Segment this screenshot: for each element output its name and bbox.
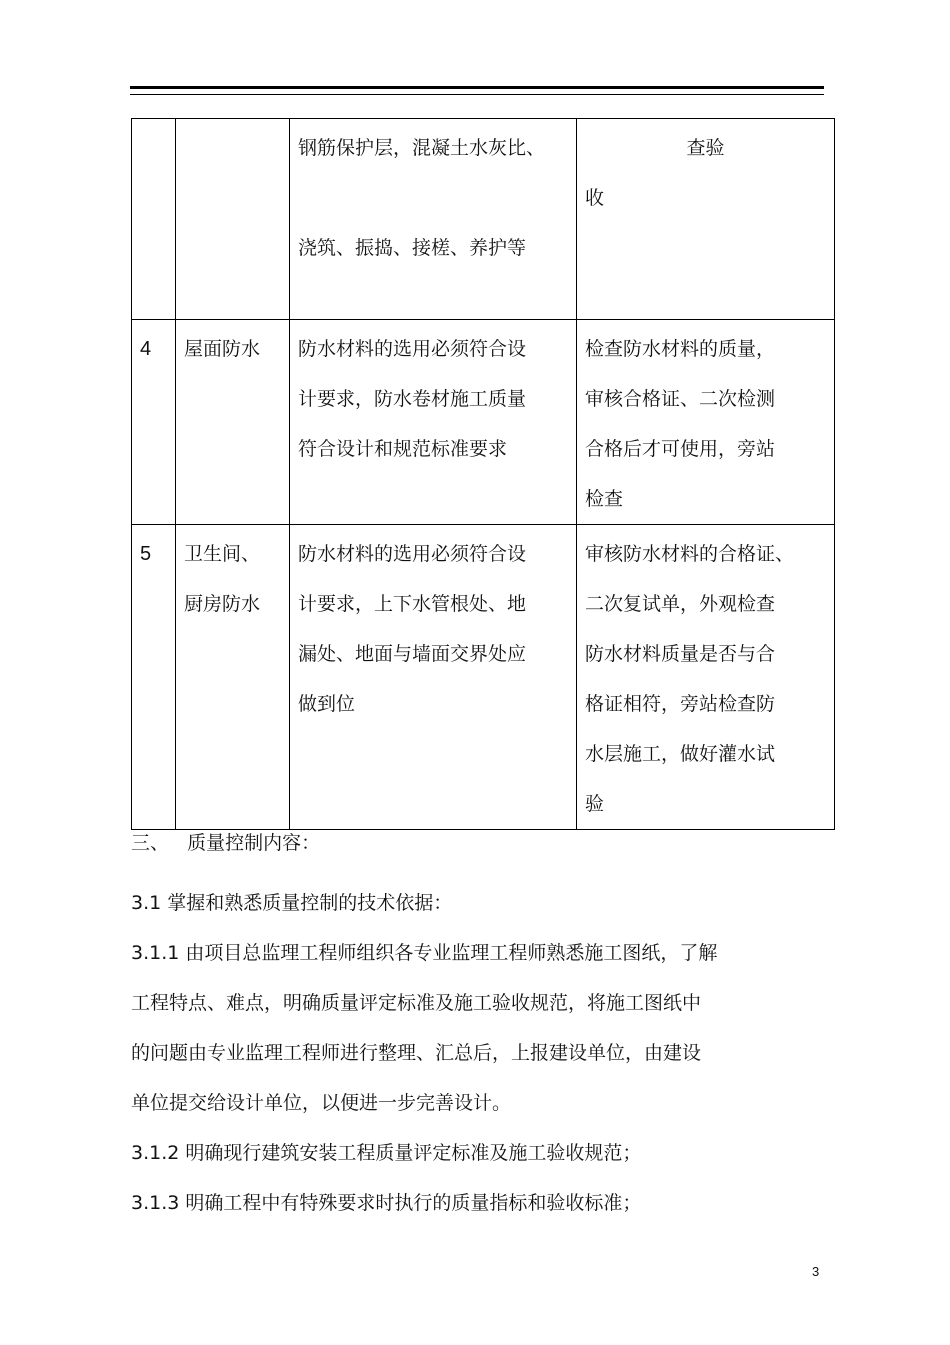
- paragraph-line: 3.1.3 明确工程中有特殊要求时执行的质量指标和验收标准；: [131, 1192, 642, 1214]
- requirement-cell: [290, 525, 577, 830]
- row-number-cell: [132, 320, 176, 525]
- method-line: 合格后才可使用，旁站: [585, 438, 776, 460]
- table-row: [132, 119, 835, 320]
- requirement-line: 做到位: [298, 693, 356, 715]
- method-line: 审核防水材料的合格证、: [585, 543, 795, 565]
- item-line: 厨房防水: [184, 593, 261, 615]
- paragraph-line: 工程特点、难点，明确质量评定标准及施工验收规范，将施工图纸中: [131, 992, 702, 1014]
- requirement-cell: [290, 119, 577, 320]
- method-line: 查验: [686, 137, 725, 159]
- requirement-line: 钢筋保护层，混凝土水灰比、: [298, 137, 546, 159]
- method-line: 验: [585, 793, 605, 815]
- requirement-line: 防水材料的选用必须符合设: [298, 338, 527, 360]
- item-cell: [176, 320, 290, 525]
- method-line: 审核合格证、二次检测: [585, 388, 776, 410]
- paragraph-line: 单位提交给设计单位，以便进一步完善设计。: [131, 1092, 512, 1114]
- item-cell: [176, 525, 290, 830]
- method-line: 检查防水材料的质量，: [585, 338, 776, 360]
- method-line: 格证相符，旁站检查防: [585, 693, 776, 715]
- requirement-line: 浇筑、振捣、接槎、养护等: [298, 237, 527, 259]
- table-row: [132, 320, 835, 525]
- header-rule-thick: [130, 86, 824, 89]
- item-cell: [176, 119, 290, 320]
- paragraph-line: 3.1.2 明确现行建筑安装工程质量评定标准及施工验收规范；: [131, 1142, 642, 1164]
- requirement-line: 计要求，上下水管根处、地: [298, 593, 527, 615]
- section-body: [131, 818, 831, 1228]
- method-line: 水层施工，做好灌水试: [585, 743, 776, 765]
- method-line: 收: [585, 187, 605, 209]
- row-number-cell: [132, 119, 176, 320]
- item-line: 卫生间、: [184, 543, 261, 565]
- requirement-cell: [290, 320, 577, 525]
- method-line: 防水材料质量是否与合: [585, 643, 776, 665]
- requirement-line: 符合设计和规范标准要求: [298, 438, 508, 460]
- method-cell: [577, 119, 835, 320]
- method-cell: [577, 320, 835, 525]
- method-line: 二次复试单，外观检查: [585, 593, 776, 615]
- requirement-line: 漏处、地面与墙面交界处应: [298, 643, 527, 665]
- row-number: 5: [140, 543, 152, 565]
- requirement-line: 计要求，防水卷材施工质量: [298, 388, 527, 410]
- paragraph-line: 3.1.1 由项目总监理工程师组织各专业监理工程师熟悉施工图纸，了解: [131, 942, 718, 964]
- method-line: 检查: [585, 488, 624, 510]
- table-row: [132, 525, 835, 830]
- requirement-line: 防水材料的选用必须符合设: [298, 543, 527, 565]
- header-rule-thin: [130, 94, 824, 95]
- paragraph-line: 的问题由专业监理工程师进行整理、汇总后，上报建设单位，由建设: [131, 1042, 702, 1064]
- item-line: 屋面防水: [184, 338, 261, 360]
- requirement-line: [298, 173, 568, 223]
- quality-control-table: [131, 118, 835, 830]
- method-cell: [577, 525, 835, 830]
- section-heading: 三、 质量控制内容：: [131, 832, 321, 854]
- page-number: 3: [812, 1264, 820, 1279]
- row-number: 4: [140, 338, 152, 360]
- paragraph-line: 3.1 掌握和熟悉质量控制的技术依据：: [131, 892, 453, 914]
- row-number-cell: [132, 525, 176, 830]
